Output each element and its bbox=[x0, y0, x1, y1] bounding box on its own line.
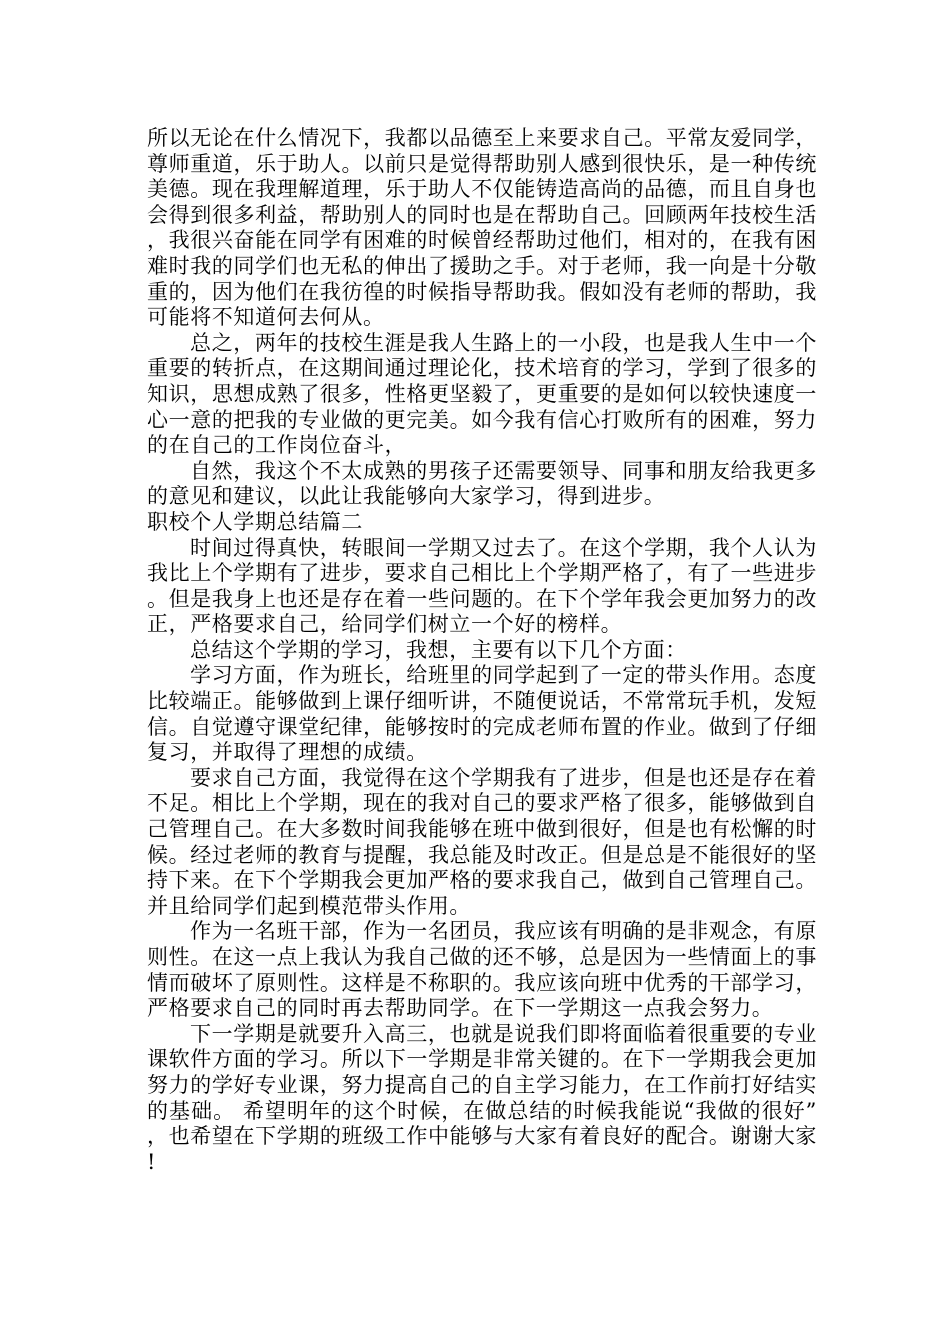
paragraph-summary: 总之，两年的技校生涯是我人生路上的一小段，也是我人生中一个重要的转折点，在这期间通过理论化，技术培育的学习，学到了很多的知识，思想成熟了很多，性格更坚毅了，更重要的是如何以较快速度一心一意的把我的专业做的更完美。如今我有信心打败所有的困难，努力的在自己的工作岗位奋斗， bbox=[147, 330, 817, 458]
paragraph-self-discipline: 要求自己方面，我觉得在这个学期我有了进步，但是也还是存在着不足。相比上个学期，现在的我对自己的要求严格了很多，能够做到自己管理自己。在大多数时间我能够在班中做到很好，但是也有松懈的时候。经过老师的教育与提醒，我总能及时改正。但是总是不能很好的坚持下来。在下个学期我会更加严格的要求我自己，做到自己管理自己。并且给同学们起到模范带头作用。 bbox=[147, 765, 817, 918]
paragraph-next-semester: 下一学期是就要升入高三，也就是说我们即将面临着很重要的专业课软件方面的学习。所以下一学期是非常关键的。在下一学期我会更加努力的学好专业课，努力提高自己的自主学习能力，在工作前打好结实的基础。 希望明年的这个时候，在做总结的时候我能说“我做的很好”，也希望在下学期的班级工作中能够与大家有着良好的配合。谢谢大家! bbox=[147, 1021, 817, 1174]
paragraph-virtue: 所以无论在什么情况下，我都以品德至上来要求自己。平常友爱同学，尊师重道，乐于助人。以前只是觉得帮助别人感到很快乐，是一种传统美德。现在我理解道理，乐于助人不仅能铸造高尚的品德，而且自身也会得到很多利益，帮助别人的同时也是在帮助自己。回顾两年技校生活，我很兴奋能在同学有困难的时候曾经帮助过他们，相对的，在我有困难时我的同学们也无私的伸出了援助之手。对于老师，我一向是十分敬重的，因为他们在我彷徨的时候指导帮助我。假如没有老师的帮助，我可能将不知道何去何从。 bbox=[147, 126, 817, 330]
document-page bbox=[147, 126, 817, 1175]
paragraph-time-passes: 时间过得真快，转眼间一学期又过去了。在这个学期，我个人认为我比上个学期有了进步，要求自己相比上个学期严格了，有了一些进步。但是我身上也还是存在着一些问题的。在下个学年我会更加努力的改正，严格要求自己，给同学们树立一个好的榜样。 bbox=[147, 535, 817, 637]
paragraph-study: 学习方面，作为班长，给班里的同学起到了一定的带头作用。态度比较端正。能够做到上课仔细听讲，不随便说话，不常常玩手机，发短信。自觉遵守课堂纪律，能够按时的完成老师布置的作业。做到了仔细复习，并取得了理想的成绩。 bbox=[147, 663, 817, 765]
paragraph-study-intro: 总结这个学期的学习，我想，主要有以下几个方面： bbox=[190, 637, 687, 662]
paragraph-class-cadre: 作为一名班干部，作为一名团员，我应该有明确的是非观念，有原则性。在这一点上我认为我自己做的还不够，总是因为一些情面上的事情而破坏了原则性。这样是不称职的。我应该向班中优秀的干部学习，严格要求自己的同时再去帮助同学。在下一学期这一点我会努力。 bbox=[147, 919, 817, 1021]
section-heading: 职校个人学期总结篇二 bbox=[147, 509, 363, 534]
paragraph-conclusion: 自然，我这个不太成熟的男孩子还需要领导、同事和朋友给我更多的意见和建议，以此让我能够向大家学习，得到进步。 bbox=[147, 458, 817, 509]
